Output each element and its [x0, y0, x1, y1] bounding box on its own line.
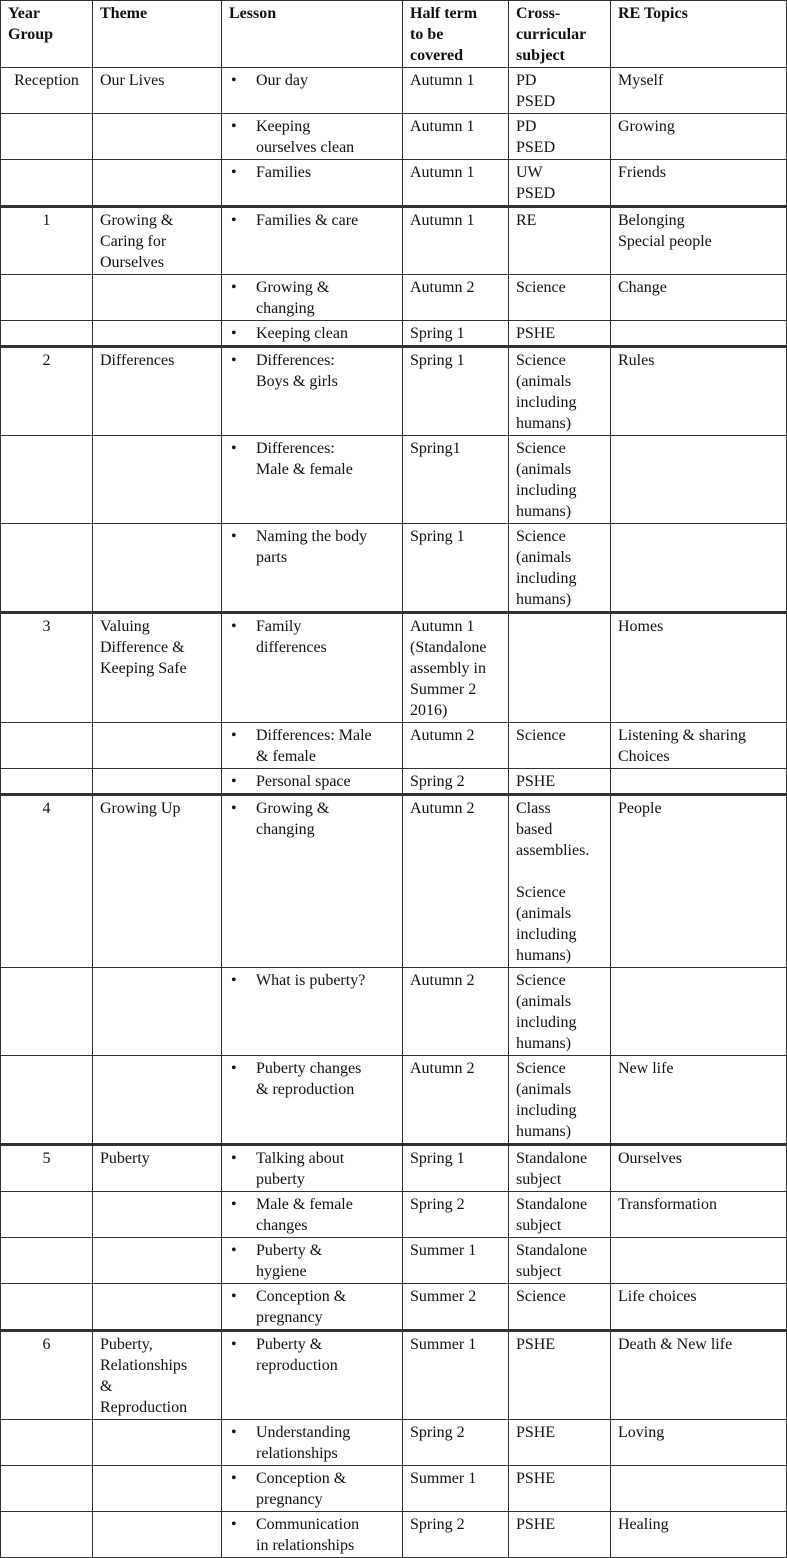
cross-curricular-cell — [509, 613, 611, 723]
lesson-text: Growing & changing — [256, 279, 330, 317]
bullet-icon: • — [231, 1336, 237, 1353]
bullet-icon: • — [231, 618, 237, 635]
table-row — [1, 160, 787, 207]
year-group-cell — [1, 436, 93, 524]
cross-curricular-cell: Standalone subject — [509, 1238, 611, 1284]
table-row — [1, 114, 787, 160]
half-term-cell: Summer 1 — [403, 1238, 509, 1284]
lesson-bullet-item — [228, 210, 396, 231]
cross-curricular-cell: Standalone subject — [509, 1192, 611, 1238]
re-topic-cell: People — [611, 795, 787, 968]
half-term-cell: Summer 1 — [403, 1331, 509, 1420]
year-group-cell — [1, 114, 93, 160]
lesson-text: Differences: Boys & girls — [256, 352, 338, 390]
re-topic-cell: Death & New life — [611, 1331, 787, 1420]
table-row — [1, 207, 787, 275]
lesson-bullet-item — [228, 1058, 396, 1100]
table-row — [1, 769, 787, 795]
lesson-cell — [222, 1466, 403, 1512]
half-term-cell: Spring 2 — [403, 769, 509, 795]
re-topic-cell: Listening & sharing Choices — [611, 723, 787, 769]
cross-curricular-cell: PSHE — [509, 1466, 611, 1512]
cross-curricular-cell: Science (animals including humans) — [509, 436, 611, 524]
table-row — [1, 321, 787, 347]
lesson-text: Male & female changes — [256, 1196, 353, 1234]
half-term-cell: Autumn 1 — [403, 68, 509, 114]
lesson-text: Families — [256, 164, 312, 181]
half-term-cell: Autumn 2 — [403, 1056, 509, 1145]
half-term-cell: Autumn 1 — [403, 160, 509, 207]
re-topic-cell: Healing — [611, 1512, 787, 1558]
year-group-cell — [1, 1512, 93, 1558]
lesson-cell — [222, 1331, 403, 1420]
header-lesson: Lesson — [222, 1, 403, 68]
theme-cell — [93, 723, 222, 769]
cross-curricular-cell: PD PSED — [509, 68, 611, 114]
lesson-bullet-item — [228, 1286, 396, 1328]
lesson-bullet-item — [228, 771, 396, 792]
lesson-cell — [222, 1284, 403, 1331]
lesson-cell — [222, 1145, 403, 1192]
lesson-cell — [222, 436, 403, 524]
re-topic-cell — [611, 1238, 787, 1284]
lesson-cell — [222, 1420, 403, 1466]
table-row — [1, 1238, 787, 1284]
bullet-icon: • — [231, 1516, 237, 1533]
lesson-bullet-item — [228, 1334, 396, 1376]
lesson-bullet-item — [228, 1148, 396, 1190]
lesson-bullet-item — [228, 616, 396, 658]
lesson-text: Conception & pregnancy — [256, 1288, 347, 1326]
lesson-text: Families & care — [256, 212, 359, 229]
lesson-text: Puberty & reproduction — [256, 1336, 338, 1374]
bullet-icon: • — [231, 1470, 237, 1487]
re-topic-cell: Myself — [611, 68, 787, 114]
lesson-bullet-item — [228, 438, 396, 480]
lesson-bullet-item — [228, 116, 396, 158]
re-topic-cell — [611, 524, 787, 613]
table-row — [1, 524, 787, 613]
bullet-icon: • — [231, 72, 237, 89]
lesson-text: Understanding relationships — [256, 1424, 351, 1462]
theme-cell — [93, 321, 222, 347]
half-term-cell: Spring 1 — [403, 1145, 509, 1192]
bullet-icon: • — [231, 1242, 237, 1259]
cross-curricular-cell: UW PSED — [509, 160, 611, 207]
year-group-cell — [1, 321, 93, 347]
lesson-bullet-item — [228, 323, 396, 344]
year-group-cell — [1, 1192, 93, 1238]
cross-curricular-cell: Science — [509, 1284, 611, 1331]
lesson-text: Differences: Male & female — [256, 727, 372, 765]
theme-cell — [93, 114, 222, 160]
lesson-text: Puberty & hygiene — [256, 1242, 323, 1280]
theme-cell — [93, 769, 222, 795]
theme-cell — [93, 436, 222, 524]
header-cross-curricular: Cross- curricular subject — [509, 1, 611, 68]
bullet-icon: • — [231, 1060, 237, 1077]
year-group-cell — [1, 968, 93, 1056]
lesson-text: Growing & changing — [256, 800, 330, 838]
theme-cell: Our Lives — [93, 68, 222, 114]
re-topic-cell — [611, 1466, 787, 1512]
lesson-text: Differences: Male & female — [256, 440, 353, 478]
year-group-cell: 1 — [1, 207, 93, 275]
lesson-text: Keeping clean — [256, 325, 348, 342]
lesson-cell — [222, 68, 403, 114]
lesson-cell — [222, 723, 403, 769]
theme-cell: Differences — [93, 347, 222, 436]
year-group-cell — [1, 1466, 93, 1512]
cross-curricular-cell: Science — [509, 275, 611, 321]
bullet-icon: • — [231, 800, 237, 817]
lesson-bullet-item — [228, 162, 396, 183]
re-topic-cell: New life — [611, 1056, 787, 1145]
lesson-cell — [222, 1192, 403, 1238]
bullet-icon: • — [231, 1150, 237, 1167]
lesson-text: Family differences — [256, 618, 327, 656]
header-half-term: Half term to be covered — [403, 1, 509, 68]
cross-curricular-cell: Science (animals including humans) — [509, 1056, 611, 1145]
bullet-icon: • — [231, 528, 237, 545]
re-topic-cell: Rules — [611, 347, 787, 436]
bullet-icon: • — [231, 164, 237, 181]
cross-curricular-cell: PD PSED — [509, 114, 611, 160]
lesson-text: What is puberty? — [256, 972, 366, 989]
cross-curricular-cell: Standalone subject — [509, 1145, 611, 1192]
year-group-cell — [1, 723, 93, 769]
theme-cell — [93, 1192, 222, 1238]
year-group-cell — [1, 160, 93, 207]
bullet-icon: • — [231, 325, 237, 342]
cross-curricular-cell: PSHE — [509, 1512, 611, 1558]
lesson-bullet-item — [228, 1514, 396, 1556]
half-term-cell: Spring 2 — [403, 1512, 509, 1558]
lesson-cell — [222, 795, 403, 968]
re-topic-cell: Ourselves — [611, 1145, 787, 1192]
cross-curricular-cell: Class based assemblies. Science (animals including humans) — [509, 795, 611, 968]
header-theme: Theme — [93, 1, 222, 68]
theme-cell — [93, 1056, 222, 1145]
re-topic-cell — [611, 968, 787, 1056]
lesson-bullet-item — [228, 725, 396, 767]
bullet-icon: • — [231, 1196, 237, 1213]
re-topic-cell — [611, 436, 787, 524]
re-topic-cell: Change — [611, 275, 787, 321]
cross-curricular-cell: Science (animals including humans) — [509, 347, 611, 436]
theme-cell: Growing & Caring for Ourselves — [93, 207, 222, 275]
lesson-text: Talking about puberty — [256, 1150, 345, 1188]
theme-cell — [93, 1284, 222, 1331]
bullet-icon: • — [231, 1424, 237, 1441]
table-row — [1, 1056, 787, 1145]
year-group-cell — [1, 769, 93, 795]
cross-curricular-cell: Science (animals including humans) — [509, 968, 611, 1056]
half-term-cell: Autumn 2 — [403, 795, 509, 968]
lesson-bullet-item — [228, 70, 396, 91]
cross-curricular-cell: PSHE — [509, 1420, 611, 1466]
table-row — [1, 68, 787, 114]
lesson-cell — [222, 321, 403, 347]
re-topic-cell: Loving — [611, 1420, 787, 1466]
year-group-cell — [1, 1056, 93, 1145]
cross-curricular-cell: Science — [509, 723, 611, 769]
bullet-icon: • — [231, 773, 237, 790]
theme-cell: Valuing Difference & Keeping Safe — [93, 613, 222, 723]
re-topic-cell: Life choices — [611, 1284, 787, 1331]
lesson-cell — [222, 1512, 403, 1558]
theme-cell — [93, 1420, 222, 1466]
half-term-cell: Summer 1 — [403, 1466, 509, 1512]
theme-cell — [93, 160, 222, 207]
lesson-bullet-item — [228, 1240, 396, 1282]
lesson-text: Our day — [256, 72, 308, 89]
bullet-icon: • — [231, 727, 237, 744]
half-term-cell: Autumn 2 — [403, 968, 509, 1056]
year-group-cell — [1, 1284, 93, 1331]
half-term-cell: Spring 2 — [403, 1192, 509, 1238]
bullet-icon: • — [231, 118, 237, 135]
theme-cell: Puberty, Relationships & Reproduction — [93, 1331, 222, 1420]
lesson-text: Keeping ourselves clean — [256, 118, 355, 156]
bullet-icon: • — [231, 1288, 237, 1305]
table-row — [1, 795, 787, 968]
lesson-bullet-item — [228, 798, 396, 840]
lesson-bullet-item — [228, 1194, 396, 1236]
lesson-text: Conception & pregnancy — [256, 1470, 347, 1508]
table-row — [1, 1331, 787, 1420]
lesson-bullet-item — [228, 277, 396, 319]
table-row — [1, 347, 787, 436]
lesson-cell — [222, 769, 403, 795]
half-term-cell: Spring 1 — [403, 321, 509, 347]
table-row — [1, 1192, 787, 1238]
re-topic-cell — [611, 769, 787, 795]
theme-cell: Growing Up — [93, 795, 222, 968]
theme-cell — [93, 1466, 222, 1512]
re-topic-cell: Friends — [611, 160, 787, 207]
lesson-bullet-item — [228, 1422, 396, 1464]
cross-curricular-cell: PSHE — [509, 769, 611, 795]
half-term-cell: Autumn 2 — [403, 275, 509, 321]
header-year-group: Year Group — [1, 1, 93, 68]
year-group-cell: 2 — [1, 347, 93, 436]
half-term-cell: Autumn 1 (Standalone assembly in Summer 2 2016) — [403, 613, 509, 723]
table-row — [1, 613, 787, 723]
half-term-cell: Spring1 — [403, 436, 509, 524]
bullet-icon: • — [231, 972, 237, 989]
lesson-bullet-item — [228, 350, 396, 392]
half-term-cell: Spring 1 — [403, 347, 509, 436]
lesson-cell — [222, 275, 403, 321]
theme-cell — [93, 275, 222, 321]
header-re-topics: RE Topics — [611, 1, 787, 68]
year-group-cell — [1, 524, 93, 613]
year-group-cell — [1, 1238, 93, 1284]
half-term-cell: Autumn 2 — [403, 723, 509, 769]
cross-curricular-cell: Science (animals including humans) — [509, 524, 611, 613]
lesson-cell — [222, 207, 403, 275]
half-term-cell: Spring 1 — [403, 524, 509, 613]
lesson-cell — [222, 160, 403, 207]
lesson-cell — [222, 114, 403, 160]
table-body — [1, 68, 787, 1558]
lesson-cell — [222, 1056, 403, 1145]
re-topic-cell: Belonging Special people — [611, 207, 787, 275]
lesson-bullet-item — [228, 526, 396, 568]
table-row — [1, 436, 787, 524]
re-topic-cell — [611, 321, 787, 347]
table-row — [1, 968, 787, 1056]
bullet-icon: • — [231, 279, 237, 296]
cross-curricular-cell: RE — [509, 207, 611, 275]
table-row — [1, 1512, 787, 1558]
lesson-cell — [222, 1238, 403, 1284]
table-row — [1, 723, 787, 769]
bullet-icon: • — [231, 440, 237, 457]
header-row — [1, 1, 787, 68]
lesson-text: Naming the body parts — [256, 528, 368, 566]
table-row — [1, 1420, 787, 1466]
lesson-text: Communication in relationships — [256, 1516, 360, 1554]
re-topic-cell: Transformation — [611, 1192, 787, 1238]
half-term-cell: Autumn 1 — [403, 114, 509, 160]
lesson-cell — [222, 968, 403, 1056]
year-group-cell: 3 — [1, 613, 93, 723]
lesson-text: Personal space — [256, 773, 351, 790]
half-term-cell: Spring 2 — [403, 1420, 509, 1466]
lesson-bullet-item — [228, 1468, 396, 1510]
year-group-cell — [1, 1420, 93, 1466]
year-group-cell: 4 — [1, 795, 93, 968]
re-topic-cell: Homes — [611, 613, 787, 723]
year-group-cell — [1, 275, 93, 321]
lesson-bullet-item — [228, 970, 396, 991]
bullet-icon: • — [231, 352, 237, 369]
year-group-cell: Reception — [1, 68, 93, 114]
theme-cell: Puberty — [93, 1145, 222, 1192]
half-term-cell: Summer 2 — [403, 1284, 509, 1331]
cross-curricular-cell: PSHE — [509, 321, 611, 347]
table-row — [1, 1466, 787, 1512]
cross-curricular-cell: PSHE — [509, 1331, 611, 1420]
lesson-cell — [222, 613, 403, 723]
table-row — [1, 1284, 787, 1331]
lesson-cell — [222, 524, 403, 613]
lesson-text: Puberty changes & reproduction — [256, 1060, 362, 1098]
theme-cell — [93, 1238, 222, 1284]
theme-cell — [93, 968, 222, 1056]
year-group-cell: 6 — [1, 1331, 93, 1420]
theme-cell — [93, 1512, 222, 1558]
table-row — [1, 1145, 787, 1192]
lesson-cell — [222, 347, 403, 436]
re-topic-cell: Growing — [611, 114, 787, 160]
half-term-cell: Autumn 1 — [403, 207, 509, 275]
table-row — [1, 275, 787, 321]
bullet-icon: • — [231, 212, 237, 229]
year-group-cell: 5 — [1, 1145, 93, 1192]
theme-cell — [93, 524, 222, 613]
